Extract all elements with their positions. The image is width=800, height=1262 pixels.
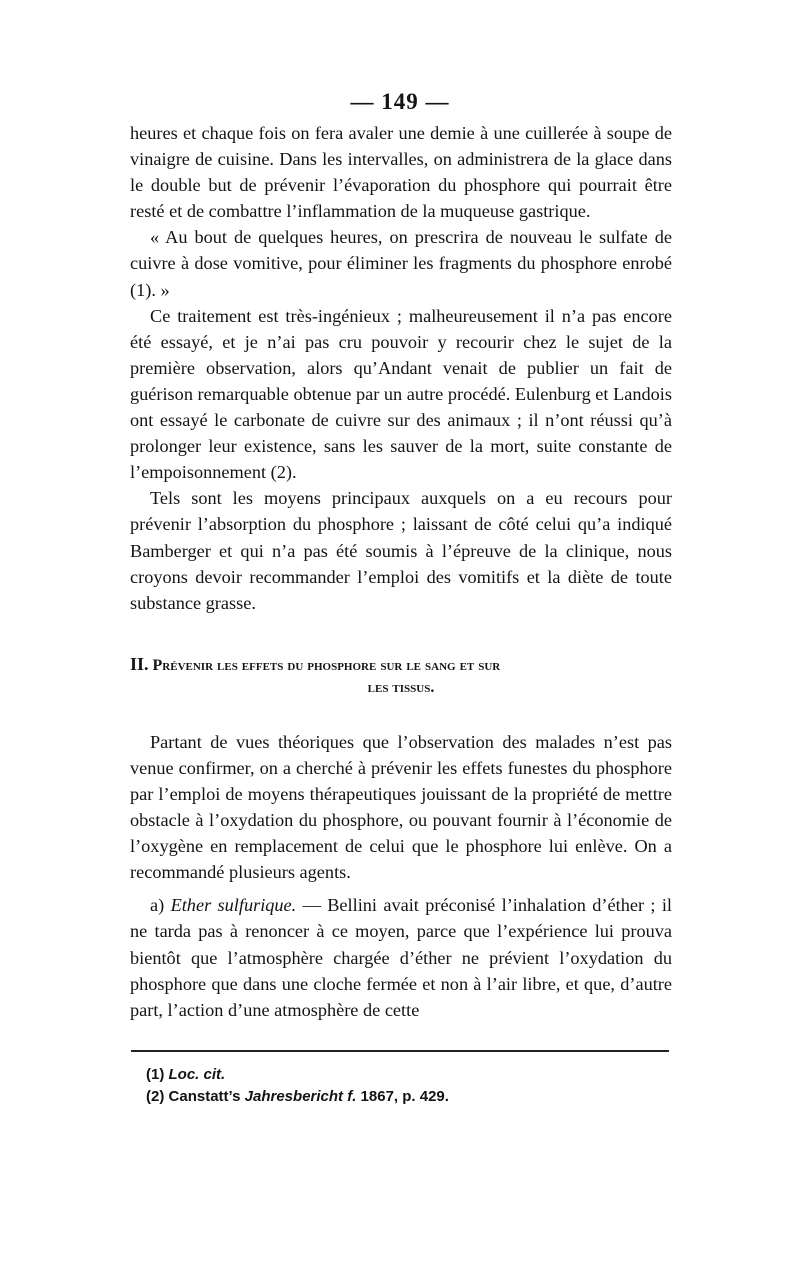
footnote-divider [131, 1050, 669, 1052]
section-heading [130, 653, 672, 699]
page-body [130, 120, 672, 1023]
paragraph-continuation: heures et chaque fois on fera avaler une demie à une cuillerée à soupe de vinaigre de cuisine. Dans les intervalles, on administrera de la glace dans le double but de prévenir l’évaporation du phosphore qui pourrait être resté et de combattre l’inflammation de la muqueuse gastrique. [130, 123, 672, 222]
footnote-2 [146, 1086, 666, 1108]
footnote-1 [146, 1064, 666, 1086]
footnote-1-italic: Loc. cit. [168, 1066, 226, 1083]
footnote-1-mark: (1) [146, 1066, 165, 1083]
section-title-line2: les tissus. [367, 678, 435, 696]
ether-title: Ether sulfurique. [170, 895, 297, 916]
page-number: — 149 — [350, 89, 450, 114]
section-title-line1: Prévenir les effets du phosphore sur le sang et sur [152, 656, 501, 674]
ether-text: — Bellini avait préconisé l’inhalation d’éther ; il ne tarda pas à renoncer à ce moyen, parce que l’expérience lui prouva bientôt que l’atmosphère chargée d’éther ne prévient l’oxydation du phosphore que dans une cloche fermée et non à l’air libre, et que, d’autre part, l’action d’une atmosphère de cette [130, 895, 672, 1020]
ether-label: a) [150, 895, 165, 916]
footnotes [146, 1064, 666, 1108]
paragraph-ether [130, 892, 672, 1022]
footnote-2-pre: Canstatt’s [168, 1088, 245, 1105]
footnote-2-rest: 1867, p. 429. [356, 1088, 449, 1105]
paragraph-quote: « Au bout de quelques heures, on prescrira de nouveau le sulfate de cuivre à dose vomitive, pour éliminer les fragments du phosphore enrobé (1). » [130, 227, 672, 300]
section-roman-numeral: II. [130, 653, 149, 674]
paragraph-treatment: Ce traitement est très-ingénieux ; malheureusement il n’a pas encore été essayé, et je n’ai pas cru pouvoir y recourir chez le sujet de la première observation, alors qu’Andant venait de publier un fait de guérison remarquable obtenue par un autre procédé. Eulenburg et Landois ont essayé le carbonate de cuivre sur des animaux ; il n’ont réussi qu’à prolonger leur existence, sans les sauver de la mort, suite constante de l’empoisonnement (2). [130, 305, 672, 483]
footnote-2-italic: Jahresbericht f. [244, 1088, 357, 1105]
paragraph-theory: Partant de vues théoriques que l’observation des malades n’est pas venue confirmer, on a cherché à prévenir les effets funestes du phosphore par l’emploi de moyens thérapeutiques jouissant de la propriété de mettre obstacle à l’oxydation du phosphore, ou pouvant fournir à l’économie de l’oxygène en remplacement de celui que le phosphore lui enlève. On a recommandé plusieurs agents. [130, 731, 672, 883]
paragraph-summary: Tels sont les moyens principaux auxquels on a eu recours pour prévenir l’absorption du phosphore ; laissant de côté celui qu’a indiqué Bamberger et qui n’a pas été soumis à l’épreuve de la clinique, nous croyons devoir recommander l’emploi des vomitifs et la diète de toute substance grasse. [130, 488, 672, 613]
footnote-2-mark: (2) [146, 1088, 165, 1105]
